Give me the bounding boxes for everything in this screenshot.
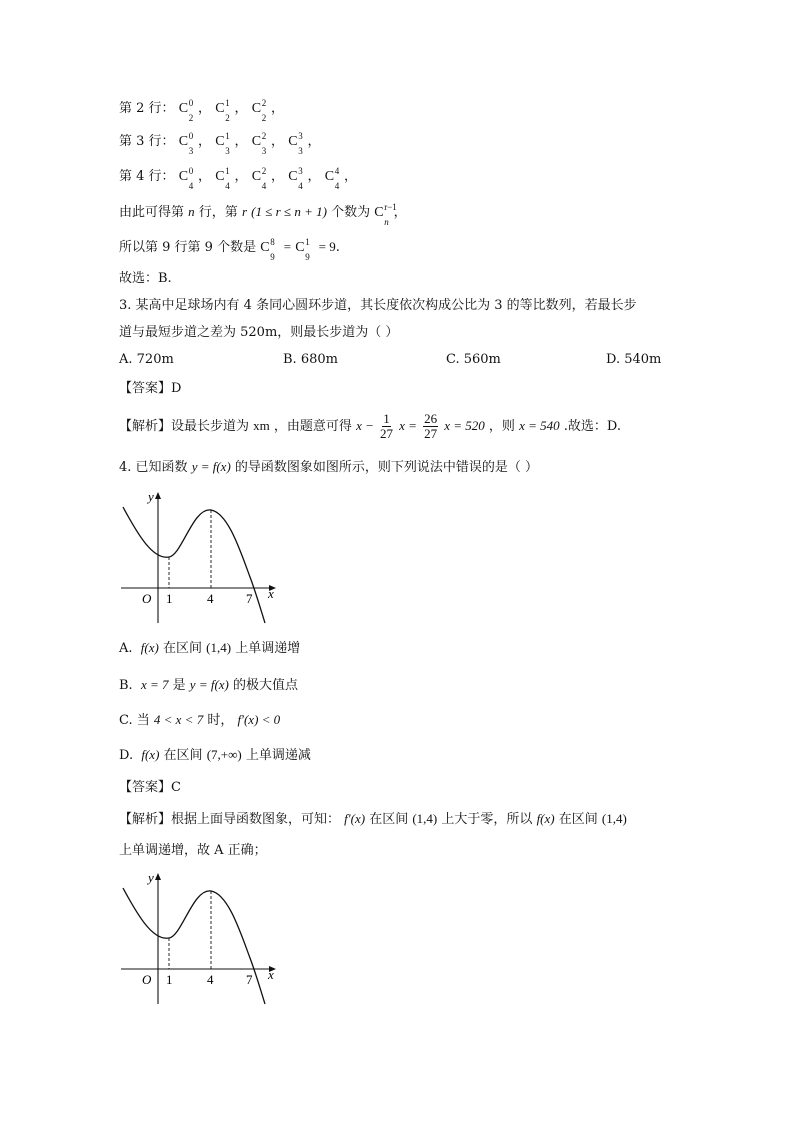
- q3-option-b: B. 680m: [283, 352, 338, 367]
- y-axis-arrow: [155, 492, 161, 499]
- q3-stem-line1: 3. 某高中足球场内有 4 条同心圆环步道，其长度依次构成公比为 3 的等比数列，若最长步: [119, 298, 637, 313]
- q4-stem: 4. 已知函数 y = f(x) 的导函数图象如图所示，则下列说法中错误的是（ ）: [119, 459, 539, 475]
- tick-label-7: 7: [246, 591, 253, 606]
- q3-analysis: 【解析】设最长步道为 xm ，由题意可得 x − $\frac{1}{27}$ x = $\frac{26}{27}$ x = 520 ，则 x = 540 .故选：D.: [119, 411, 621, 441]
- origin-label: O: [142, 972, 152, 987]
- q3-option-c: C. 560m: [446, 352, 501, 367]
- row-9-line: 所以第 9 行第 9 个数是 C 8 9 = C 1 9 = 9.: [119, 237, 340, 262]
- q3-option-a: A. 720m: [119, 352, 174, 367]
- q4-answer: 【答案】C: [119, 780, 181, 795]
- origin-label: O: [142, 591, 152, 606]
- y-label: y: [148, 489, 154, 504]
- y-axis-arrow: [155, 873, 161, 880]
- q4-analysis-line1: 【解析】根据上面导函数图象，可知： f′(x) 在区间 (1,4) 上大于零，所以 f(x) 在区间 (1,4): [119, 811, 627, 827]
- x-label: x: [268, 967, 274, 982]
- row-2-label: 第 2 行：: [119, 101, 175, 116]
- q4-option-a: A. f(x) 在区间 (1,4) 上单调递增: [119, 640, 301, 656]
- fraction-26-27: $\frac{26}{27}$: [424, 411, 438, 441]
- tick-label-4: 4: [207, 972, 214, 987]
- q3-answer: 【答案】D: [119, 381, 182, 396]
- tick-label-7: 7: [246, 972, 253, 987]
- q2-choice: 故选：B.: [119, 271, 172, 286]
- row-4-line: 第 4 行： C 0 4 ， C 1 4 ， C 2 4 ， C 3 4 ， C 4 4 ，: [119, 166, 358, 191]
- tick-label-1: 1: [166, 972, 173, 987]
- x-label: x: [268, 586, 274, 601]
- row-3-line: 第 3 行： C 0 3 ， C 1 3 ， C 2 3 ， C 3 3 ，: [119, 131, 321, 156]
- q3-stem-line2: 道与最短步道之差为 520m，则最长步道为（ ）: [119, 325, 399, 340]
- tick-label-1: 1: [166, 591, 173, 606]
- y-label: y: [148, 870, 154, 885]
- derivative-graph-1: [118, 485, 283, 630]
- general-formula-line: 由此可得第 n 行，第 r (1 ≤ r ≤ n + 1) 个数为 C r−1 n ，: [119, 202, 407, 227]
- q4-option-c: C. 当 4 < x < 7 时， f′(x) < 0: [119, 712, 281, 728]
- tick-label-4: 4: [207, 591, 214, 606]
- fraction-1-27: $\frac{1}{27}$: [380, 411, 394, 441]
- row-2-line: 第 2 行： C 0 2 ， C 1 2 ， C 2 2 ，: [119, 98, 285, 123]
- q4-analysis-line2: 上单调递增，故 A 正确；: [119, 843, 267, 858]
- q3-option-d: D. 540m: [606, 352, 662, 367]
- derivative-graph-2: [118, 866, 283, 1011]
- q4-option-b: B. x = 7 是 y = f(x) 的极大值点: [119, 677, 299, 693]
- row-4-label: 第 4 行：: [119, 169, 175, 184]
- row-3-label: 第 3 行：: [119, 134, 175, 149]
- q4-option-d: D. f(x) 在区间 (7,+∞) 上单调递减: [119, 747, 311, 763]
